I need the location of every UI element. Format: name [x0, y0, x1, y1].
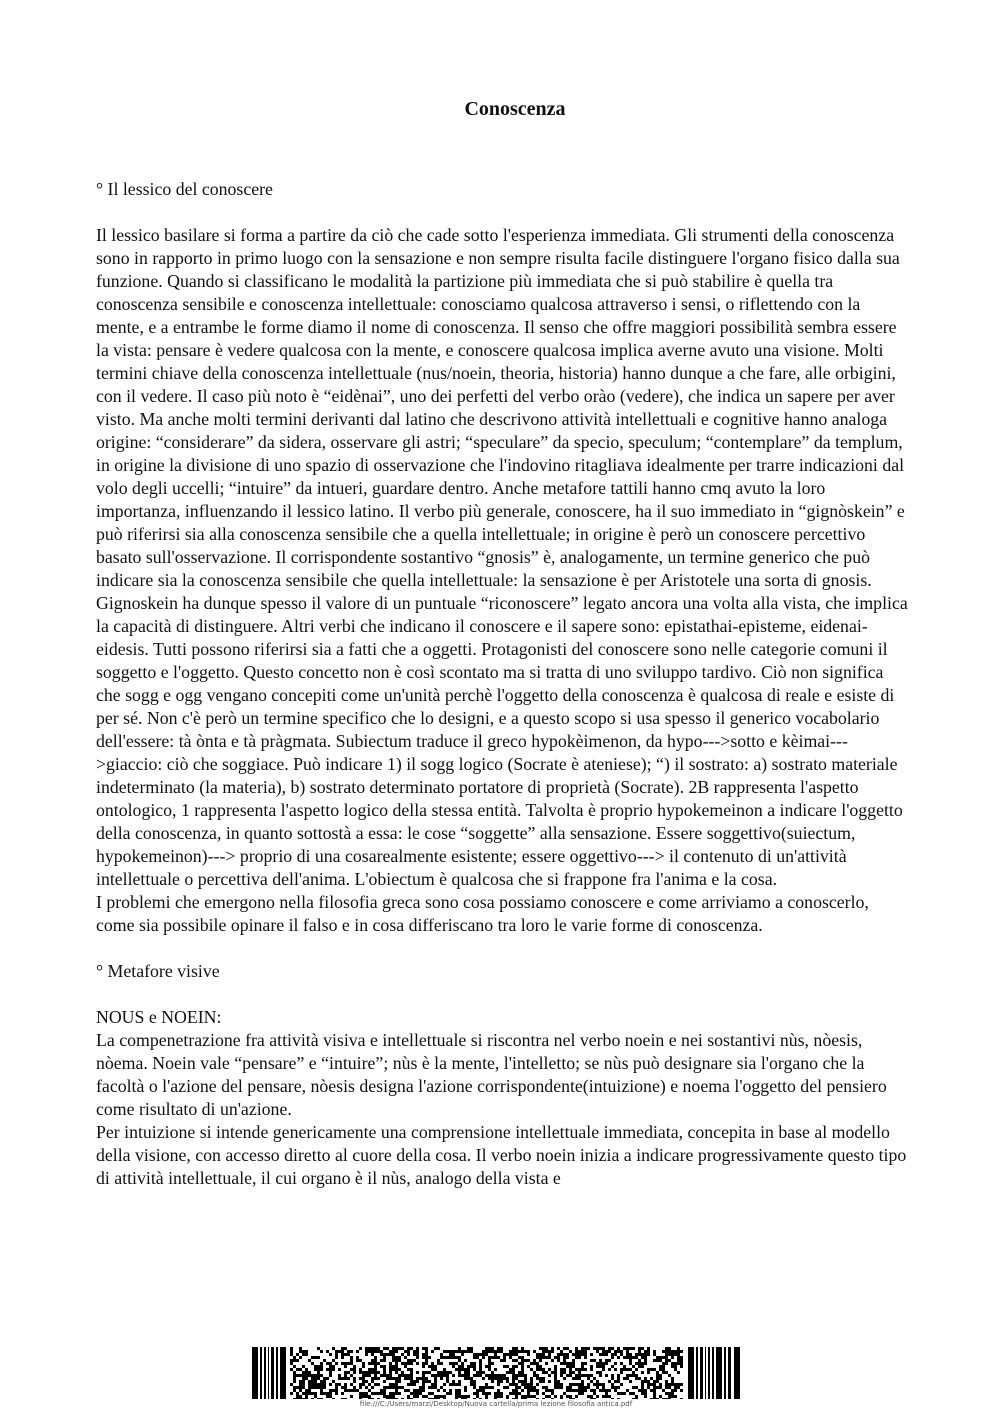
paragraph-lessico: Il lessico basilare si forma a partire da ciò che cade sotto l'esperienza immediata. Gli strumenti della conoscenza sono in rapporto in primo luogo con la sensazione e non sempre risulta facile distinguere l'organo fisico dalla sua funzione. Quando si classificano le modalità la partizione più immediata che si può stabilire è quella tra conoscenza sensibile e conoscenza intellettuale: conosciamo qualcosa attraverso i sensi, o riflettendo con la mente, e a entrambe le forme diamo il nome di conoscenza. Il senso che offre maggiori possibilità sembra essere la vista: pensare è vedere qualcosa con la mente, e conoscere qualcosa implica averne avuto una visione. Molti termini chiave della conoscenza intellettuale (nus/noein, theoria, historia) hanno dunque a che fare, alle orbigini, con il vedere. Il caso più noto è “eidènai”, uno dei perfetti del verbo orào (vedere), che indica un sapere per aver visto. Ma anche molti termini derivanti dal latino che descrivono attività intellettuali e cognitive hanno analoga origine: “considerare” da sidera, osservare gli astri; “speculare” da specio, speculum; “contemplare” da templum, in origine la divisione di uno spazio di osservazione che l'indovino ritagliava idealmente per trarre indicazioni dal volo degli uccelli; “intuire” da intueri, guardare dentro. Anche metafore tattili hanno cmq avuto la loro importanza, influenzando il lessico latino. Il verbo più generale, conoscere, ha il suo immediato in “gignòskein” e può riferirsi sia alla conoscenza sensibile che a quella intellettuale; in origine è però un conoscere percettivo basato sull'osservazione. Il corrispondente sostantivo “gnosis” è, analogamente, un termine generico che può indicare sia la conoscenza sensibile che quella intellettuale: la sensazione è per Aristotele una sorta di gnosis. Gignoskein ha dunque spesso il valore di un puntuale “riconoscere” legato ancora una volta alla vista, che implica la capacità di distinguere. Altri verbi che indicano il conoscere e il sapere sono: epistathai-episteme, eidenai-eidesis. Tutti possono riferirsi sia a fatti che a oggetti. Protagonisti del conoscere sono nelle categorie comuni il soggetto e l'oggetto. Questo concetto non è così scontato ma si tratta di uno sviluppo tardivo. Ciò non significa che sogg e ogg vengano concepiti come un'unità perchè l'oggetto della conoscenza è qualcosa di reale e esiste di per sé. Non c'è però un termine specifico che lo designi, e a questo scopo si usa spesso il generico vocabolario dell'essere: tà ònta e tà pràgmata. Subiectum traduce il greco hypokèimenon, da hypo--->sotto e kèimai--->giaccio: ciò che soggiace. Può indicare 1) il sogg logico (Socrate è ateniese); “) il sostrato: a) sostrato materiale indeterminato (la materia), b) sostrato determinato portatore di proprietà (Socrate). 2B rappresenta l'aspetto ontologico, 1 rappresenta l'aspetto logico della stessa entità. Talvolta è proprio hypokemeinon a indicare l'oggetto della conoscenza, in quanto sottostà a essa: le cose “soggette” alla sensazione. Essere soggettivo(suiectum, hypokemeinon)---> proprio di una cosarealmente esistente; essere oggettivo---> il contenuto di un'attività intellettuale o percettiva dell'anima. L'obiectum è qualcosa che si frappone fra l'anima e la cosa.	[96, 225, 908, 889]
page-title: Conoscenza	[464, 98, 566, 120]
subheading-nous-noein: NOUS e NOEIN:	[96, 1007, 222, 1027]
barcode	[252, 1347, 740, 1409]
paragraph-intuizione: Per intuizione si intende genericamente una comprensione intellettuale immediata, concepita in base al modello della visione, con accesso diretto al cuore della cosa. Il verbo noein inizia a indicare progressivamente questo tipo di attività intellettuale, il cui organo è il nùs, analogo della vista e	[96, 1122, 907, 1188]
section-heading-metafore: ° Metafore visive	[96, 961, 220, 981]
section-heading-lessico: ° Il lessico del conoscere	[96, 179, 273, 199]
paragraph-compenetrazione: La compenetrazione fra attività visiva e intellettuale si riscontra nel verbo noein e nei sostantivi nùs, nòesis, nòema. Noein vale “pensare” e “intuire”; nùs è la mente, l'intelletto; se nùs può designare sia l'organo che la facoltà o l'azione del pensare, nòesis designa l'azione corrispondente(intuizione) e noema l'oggetto del pensiero come risultato di un'azione.	[96, 1030, 887, 1119]
document-body	[96, 178, 911, 1190]
paragraph-spacer	[96, 937, 911, 960]
barcode-graphic	[252, 1347, 740, 1399]
paragraph-problemi: I problemi che emergono nella filosofia greca sono cosa possiamo conoscere e come arriviamo a conoscerlo, come sia possibile opinare il falso e in cosa differiscano tra loro le varie forme di conoscenza.	[96, 892, 869, 935]
barcode-caption: file:///C:/Users/marzi/Desktop/Nuova cartella/prima lezione filosofia antica.pdf	[359, 1400, 633, 1408]
paragraph-spacer	[96, 201, 911, 224]
paragraph-spacer	[96, 983, 911, 1006]
